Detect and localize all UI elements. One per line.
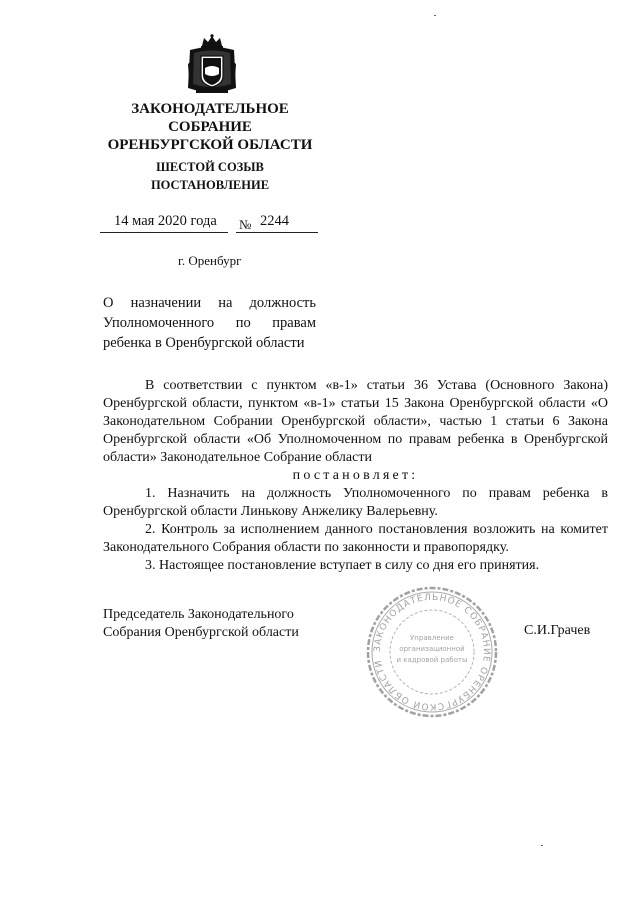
seal-center-line-3: и кадровой работы (396, 656, 468, 664)
city: г. Оренбург (178, 253, 242, 268)
preamble-paragraph: В соответствии с пунктом «в-1» статьи 36 Устава (Основного Закона) Оренбургской области, пунктом «в-1» статьи 15 Закона Оренбургской области «О Законодательном Собрании Оренбургской области», частью 1 статьи 6 Закона Оренбургской области «Об Уполномоченном по правам ребенка в Оренбургской области» Законодательное Собрание области (103, 378, 608, 465)
signatory-position-line-1: Председатель Законодательного (103, 607, 294, 622)
document-subject (103, 293, 316, 353)
scan-speck (434, 15, 436, 16)
subject-line-3: ребенка в Оренбургской области (103, 335, 305, 351)
signatory-position-line-2: Собрания Оренбургской области (103, 625, 299, 640)
document-type: ПОСТАНОВЛЕНИЕ (150, 178, 270, 192)
document-body (103, 377, 608, 575)
item-2-paragraph: 2. Контроль за исполнением данного постановления возложить на комитет Законодательного Собрания области по законности и правопорядку. (103, 522, 608, 555)
signatory-position (103, 606, 333, 642)
issuer-line-2: СОБРАНИЕ (168, 119, 252, 135)
issuer-line-1: ЗАКОНОДАТЕЛЬНОЕ (131, 101, 289, 117)
seal-center-line-1: Управление (410, 634, 454, 642)
decree-word: постановляет: (292, 468, 419, 483)
seal-center-line-2: организационной (399, 645, 465, 653)
subject-line-1: О назначении на должность (103, 295, 316, 311)
convocation: ШЕСТОЙ СОЗЫВ (156, 160, 264, 174)
item-3-paragraph: 3. Настоящее постановление вступает в силу со дня его принятия. (145, 558, 540, 573)
seal-ring-text: ЗАКОНОДАТЕЛЬНОЕ СОБРАНИЕ ОРЕНБУРГСКОЙ ОБЛАСТИ (372, 592, 492, 712)
issuer-line-3: ОРЕНБУРГСКОЙ ОБЛАСТИ (107, 137, 313, 153)
document-date: 14 мая 2020 года (114, 213, 217, 229)
issuer-title (60, 100, 360, 154)
number-sign: № (239, 217, 252, 232)
item-1-paragraph: 1. Назначить на должность Уполномоченного по правам ребенка в Оренбургской области Линькову Анжелику Валерьевну. (103, 486, 608, 519)
scan-speck (541, 845, 543, 846)
official-seal-icon (364, 584, 500, 720)
date-underline (100, 232, 228, 233)
subject-line-2: Уполномоченного по правам (103, 315, 316, 331)
number-underline (236, 232, 318, 233)
document-number: 2244 (260, 213, 289, 229)
signatory-name: С.И.Грачев (524, 623, 591, 638)
coat-of-arms-icon (186, 34, 238, 96)
